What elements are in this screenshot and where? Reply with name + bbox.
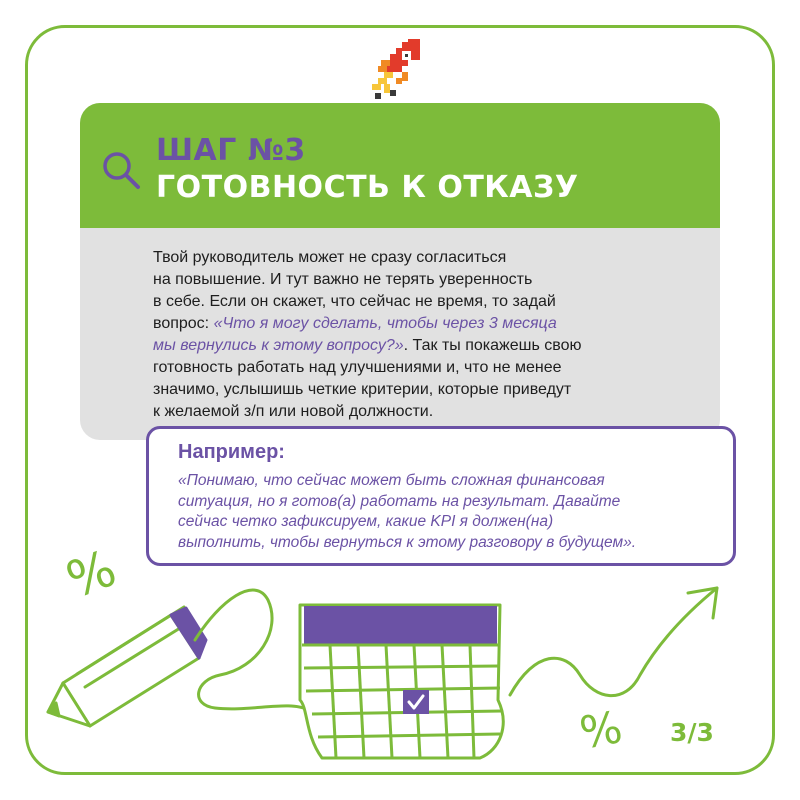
step-title: ГОТОВНОСТЬ К ОТКАЗУ (156, 170, 579, 205)
example-line: «Понимаю, что сейчас может быть сложная финансовая (178, 472, 605, 489)
body-line-text: в себе. Если он скажет, что сейчас не время, то задай (153, 293, 556, 310)
body-line-text: значимо, услышишь четкие критерии, которые приведут (153, 381, 572, 398)
body-quote: «Что я могу сделать, чтобы через 3 месяца (213, 315, 557, 332)
step-label: ШАГ №3 (156, 133, 306, 168)
calendar-icon (300, 605, 503, 758)
body-line-text: вопрос: (153, 315, 214, 332)
body-line-text: на повышение. И тут важно не терять уверенность (153, 271, 533, 288)
body-line-text: Твой руководитель может не сразу согласиться (153, 249, 507, 266)
scribble-line (195, 590, 308, 710)
page-indicator: 3/3 (670, 718, 714, 747)
body-quote: мы вернулись к этому вопросу?» (153, 337, 404, 354)
pencil-icon (48, 607, 206, 726)
example-title: Например: (178, 441, 285, 463)
arrow-icon (510, 588, 717, 696)
percent-right-icon: % (575, 701, 627, 760)
percent-left-icon: % (59, 538, 124, 610)
example-line: сейчас четко зафиксируем, какие KPI я должен(на) (178, 513, 554, 530)
body-line-text: готовность работать над улучшениями и, что не менее (153, 359, 562, 376)
body-line-text: к желаемой з/п или новой должности. (153, 403, 434, 420)
check-icon (403, 690, 429, 714)
example-line: ситуация, но я готов(а) работать на результат. Давайте (178, 492, 621, 510)
example-line: выполнить, чтобы вернуться к этому разговору в будущем». (178, 533, 637, 551)
body-line-text: . Так ты покажешь свою (403, 337, 582, 354)
